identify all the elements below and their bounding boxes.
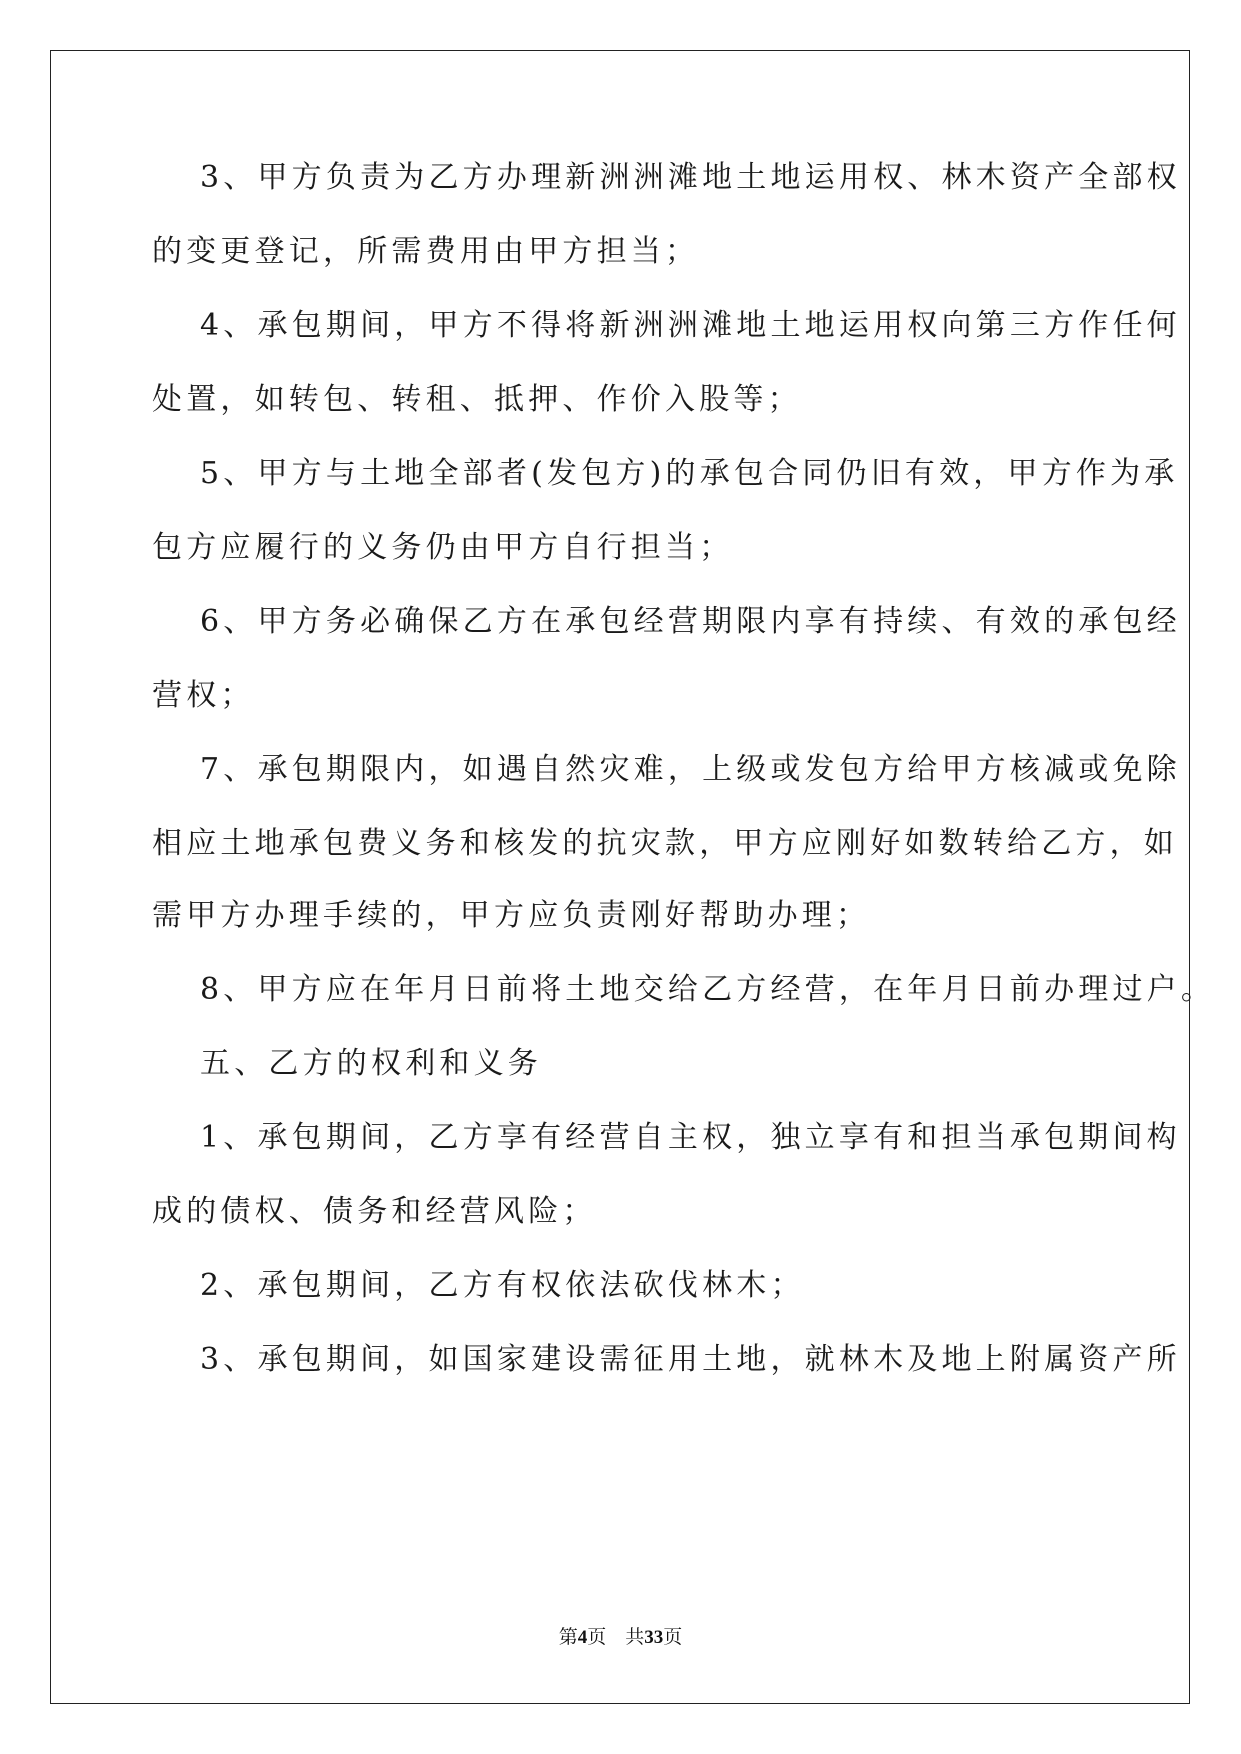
paragraph-line: 2、承包期间，乙方有权依法砍伐林木； (200, 1268, 805, 1303)
paragraph-line: 7、承包期限内，如遇自然灾难，上级或发包方给甲方核减或免除 (200, 752, 1181, 787)
paragraph-line: 6、甲方务必确保乙方在承包经营期限内享有持续、有效的承包经 (200, 604, 1181, 639)
section-heading: 五、乙方的权利和义务 (200, 1046, 542, 1081)
page-border (50, 50, 1190, 1704)
paragraph-line: 营权； (152, 678, 255, 713)
paragraph-line: 处置，如转包、转租、抵押、作价入股等； (152, 382, 802, 417)
paragraph-line: 5、甲方与土地全部者(发包方)的承包合同仍旧有效，甲方作为承 (200, 456, 1179, 491)
paragraph-line: 相应土地承包费义务和核发的抗灾款，甲方应刚好如数转给乙方，如 (152, 826, 1178, 861)
page-footer (0, 1622, 1241, 1649)
paragraph-line: 成的债权、债务和经营风险； (152, 1194, 597, 1229)
current-page-number: 4 (577, 1627, 588, 1648)
paragraph-line: 需甲方办理手续的，甲方应负责刚好帮助办理； (152, 898, 871, 933)
paragraph-line: 3、甲方负责为乙方办理新洲洲滩地土地运用权、林木资产全部权 (200, 160, 1181, 195)
footer-prefix: 第 (558, 1627, 578, 1648)
footer-middle: 页 共 (587, 1627, 645, 1648)
paragraph-line: 1、承包期间，乙方享有经营自主权，独立享有和担当承包期间构 (200, 1120, 1181, 1155)
paragraph-line: 3、承包期间，如国家建设需征用土地，就林木及地上附属资产所 (200, 1342, 1181, 1377)
paragraph-line: 4、承包期间，甲方不得将新洲洲滩地土地运用权向第三方作任何 (200, 308, 1181, 343)
paragraph-line: 8、甲方应在年月日前将土地交给乙方经营，在年月日前办理过户。 (200, 972, 1216, 1007)
paragraph-line: 的变更登记，所需费用由甲方担当； (152, 234, 700, 269)
paragraph-line: 包方应履行的义务仍由甲方自行担当； (152, 530, 734, 565)
footer-suffix: 页 (663, 1627, 683, 1648)
total-page-count: 33 (644, 1627, 664, 1648)
